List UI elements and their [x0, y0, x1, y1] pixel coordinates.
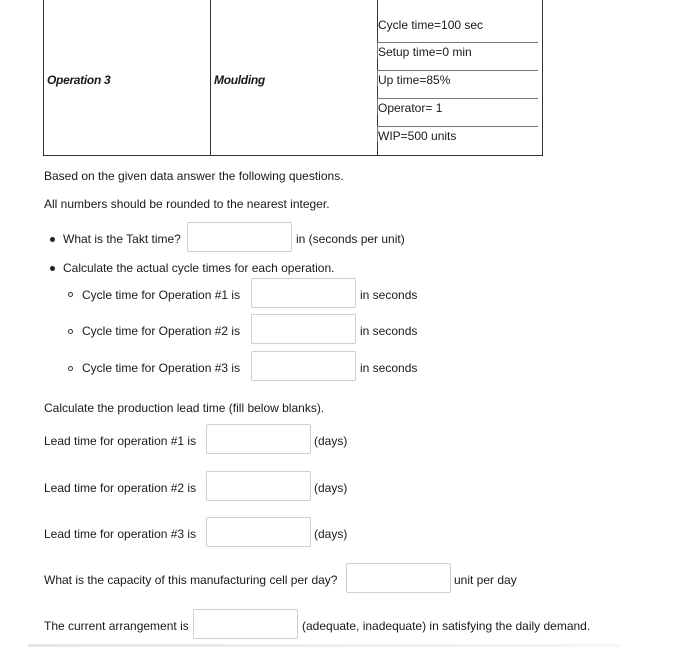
spec-setup-time: Setup time=0 min	[378, 45, 472, 59]
bullet-icon	[50, 266, 55, 271]
lead-op2-unit: (days)	[314, 481, 348, 495]
cycle-heading: Calculate the actual cycle times for each operation.	[63, 261, 335, 275]
process-label: Moulding	[214, 73, 265, 87]
capacity-unit: unit per day	[454, 573, 517, 587]
sub-bullet-icon	[68, 292, 73, 297]
cycle-op1-input[interactable]	[251, 278, 356, 308]
spec-up-time: Up time=85%	[378, 73, 451, 87]
intro-line-1: Based on the given data answer the following questions.	[44, 169, 344, 183]
spec-wip: WIP=500 units	[378, 129, 457, 143]
cycle-op1-label: Cycle time for Operation #1 is	[82, 288, 241, 302]
cycle-op3-input[interactable]	[251, 351, 356, 381]
arrangement-label: The current arrangement is	[44, 619, 189, 633]
lead-op2-label: Lead time for operation #2 is	[44, 481, 197, 495]
intro-line-2: All numbers should be rounded to the nearest integer.	[44, 197, 330, 211]
lead-op1-label: Lead time for operation #1 is	[44, 434, 197, 448]
cycle-op3-unit: in seconds	[360, 361, 418, 375]
spec-operator: Operator= 1	[378, 101, 443, 115]
table-divider	[210, 0, 211, 155]
cycle-op2-label: Cycle time for Operation #2 is	[82, 324, 241, 338]
spec-cycle-time: Cycle time=100 sec	[378, 18, 484, 32]
sub-bullet-icon	[68, 329, 73, 334]
arrangement-input[interactable]	[193, 609, 298, 639]
cycle-op3-label: Cycle time for Operation #3 is	[82, 361, 241, 375]
takt-question: What is the Takt time?	[63, 232, 181, 246]
capacity-input[interactable]	[346, 563, 451, 593]
cycle-op2-unit: in seconds	[360, 324, 418, 338]
capacity-question: What is the capacity of this manufacturing cell per day?	[44, 573, 338, 587]
lead-op1-unit: (days)	[314, 434, 348, 448]
cycle-op1-unit: in seconds	[360, 288, 418, 302]
lead-op2-input[interactable]	[206, 471, 311, 501]
lead-heading: Calculate the production lead time (fill below blanks).	[44, 401, 325, 415]
lead-op3-label: Lead time for operation #3 is	[44, 527, 197, 541]
cycle-op2-input[interactable]	[251, 314, 356, 344]
takt-time-input[interactable]	[187, 222, 292, 252]
lead-op3-input[interactable]	[206, 517, 311, 547]
sub-bullet-icon	[68, 366, 73, 371]
takt-unit: in (seconds per unit)	[296, 232, 405, 246]
arrangement-options: (adequate, inadequate) in satisfying the daily demand.	[302, 619, 591, 633]
lead-op1-input[interactable]	[206, 424, 311, 454]
operation-label: Operation 3	[47, 73, 111, 87]
bullet-icon	[50, 237, 55, 242]
lead-op3-unit: (days)	[314, 527, 348, 541]
